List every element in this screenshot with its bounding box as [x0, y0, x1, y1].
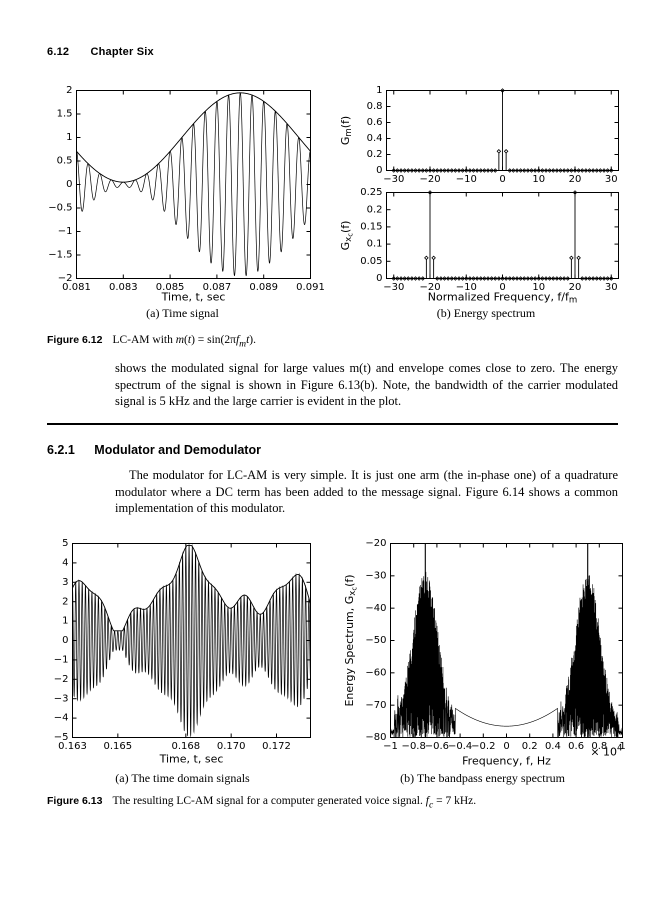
figure-612-caption: [47, 334, 622, 349]
figure-613-caption: [47, 795, 622, 810]
paragraph-1: shows the modulated signal for large values m(t) and envelope comes close to zero. The energy spectrum of the signal is shown in Figure 6.13(b). Note, the bandwidth of the carrier modulated signal is 5 kHz and the large carrier is evident in the plot.: [115, 361, 618, 408]
fig613a-subcaption: (a) The time domain signals: [115, 771, 250, 785]
running-header: [47, 46, 154, 58]
figure-613-caption-text: The resulting LC-AM signal for a computer generated voice signal. $f_c = 7$ kHz.: [112, 795, 477, 811]
figure-612-caption-label: Figure 6.12: [47, 334, 103, 346]
fig613b-bandpass-spectrum-plot: [330, 533, 635, 773]
fig613b-subcaption: (b) The bandpass energy spectrum: [400, 771, 565, 785]
page-number: 6.12: [47, 46, 70, 58]
fig612a-time-signal-plot: [40, 78, 325, 323]
figure-613-caption-label: Figure 6.13: [47, 795, 103, 807]
figure-612-caption-text: LC-AM with $m(t) = \sin(2\pi f_mt)$.: [112, 334, 256, 350]
section-heading: [47, 443, 261, 457]
section-number: 6.2.1: [47, 443, 75, 457]
fig612b-energy-spectrum-plots: [336, 78, 636, 323]
section-divider-rule: [47, 423, 618, 425]
fig612b-subcaption: (b) Energy spectrum: [436, 306, 536, 320]
section-title: Modulator and Demodulator: [94, 443, 261, 457]
fig613a-voice-signal-plot: [40, 533, 325, 773]
paragraph-2: The modulator for LC-AM is very simple. It is just one arm (the in-phase one) of a quadrature modulator where a DC term has been added to the message signal. Figure 6.14 shows a common implementation of this modulator.: [115, 468, 618, 515]
chapter-title: Chapter Six: [90, 46, 154, 58]
fig612a-subcaption: (a) Time signal: [146, 306, 219, 320]
